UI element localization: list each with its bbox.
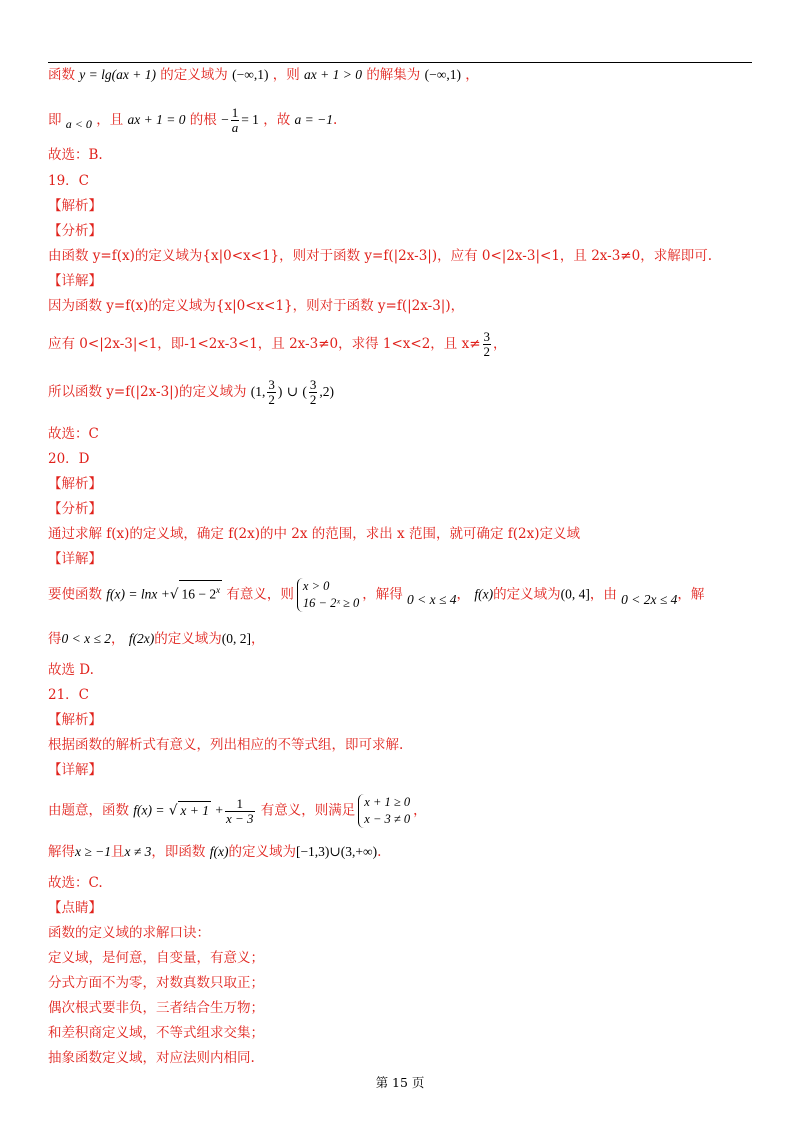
text: 的定义域为 [160, 67, 228, 83]
analysis-20: 通过求解 f(x)的定义域，确定 f(2x)的中 2x 的范围，求出 x 范围，就可确定 f(2x)定义域 [48, 526, 580, 542]
text: 所以函数 y=f(|2x-3|)的定义域为 [48, 384, 247, 400]
text: 即 [48, 112, 62, 128]
text: ，故 [263, 112, 291, 128]
tag-dianjing: 【点睛】 [48, 900, 102, 916]
math-expr: y = lg(ax + 1) [79, 67, 156, 82]
fraction [309, 378, 318, 407]
math-expr: f(x) = lnx + [106, 586, 170, 602]
exponent: x [216, 585, 221, 595]
math-interval: (0, 2] [221, 631, 252, 646]
inequality-system [297, 578, 359, 612]
interval-open: ( [302, 384, 307, 399]
text: ，且 [96, 112, 124, 128]
interval-close: ) [277, 384, 283, 399]
solution-18-line-1 [48, 66, 479, 84]
tag-xiangjie: 【详解】 [48, 551, 102, 567]
radicand: 16 − 2 [181, 586, 217, 602]
text: . [333, 112, 338, 128]
math-expr: f(x) [474, 586, 494, 602]
tag-jiexi: 【解析】 [48, 476, 102, 492]
question-21-heading: 21．C [48, 687, 90, 703]
system-row: x + 1 ≥ 0 [364, 795, 411, 809]
fraction [225, 797, 255, 826]
detail-19-line-1: 因为函数 y=f(x)的定义域为{x|0<x<1}，则对于函数 y=f(|2x-3|)， [48, 298, 465, 314]
math-expr: ax + 1 > 0 [304, 67, 363, 82]
text: 要使函数 [48, 586, 102, 603]
math-expr: x ≥ −1 [75, 844, 112, 859]
answer-20: 故选 D. [48, 662, 94, 678]
math-expr: f(x) [209, 844, 229, 859]
text: 且 [111, 844, 125, 860]
math-expr: f(2x) [128, 631, 155, 646]
detail-21-line-1 [48, 794, 427, 828]
mnemonic-title: 函数的定义域的求解口诀： [48, 925, 210, 941]
top-rule [48, 62, 752, 63]
fraction [231, 106, 240, 135]
text: ，即函数 [151, 844, 206, 860]
denominator: a [231, 120, 239, 135]
fraction [267, 378, 276, 407]
detail-19-line-3 [48, 378, 334, 407]
text: 的定义域为 [154, 631, 222, 647]
text: 由题意，函数 [48, 802, 129, 819]
tag-jiexi: 【解析】 [48, 198, 102, 214]
text: ，则 [272, 67, 300, 83]
detail-20-line-1 [48, 578, 704, 612]
detail-19-line-2 [48, 330, 507, 359]
text: ， [465, 67, 479, 83]
math-plus: + [215, 802, 223, 818]
numerator: 3 [268, 377, 275, 392]
denominator: 2 [268, 392, 275, 407]
page-number-footer: 第 15 页 [375, 1075, 425, 1090]
denominator: x − 3 [225, 810, 254, 826]
math-interval: [−1,3)∪(3,+∞) [295, 844, 378, 859]
math-expr: 0 < 2x ≤ 4 [621, 591, 678, 607]
math-interval: (−∞,1) [424, 67, 461, 82]
answer-19: 故选：C [48, 426, 99, 442]
text: . [377, 844, 382, 860]
math-expr: = 1 [241, 112, 259, 127]
text: ， [493, 336, 507, 352]
numerator: 1 [225, 797, 255, 812]
question-19-heading: 19．C [48, 173, 90, 189]
system-row: x − 3 ≠ 0 [364, 812, 411, 826]
tag-xiangjie: 【详解】 [48, 273, 102, 289]
mnemonic-line: 抽象函数定义域，对应法则内相同. [48, 1050, 255, 1066]
tag-fenxi: 【分析】 [48, 501, 102, 517]
interval-open: (1, [250, 384, 266, 399]
text: 得 [48, 631, 62, 647]
denominator: 2 [483, 344, 491, 359]
math-expr: x ≠ 3 [124, 844, 152, 859]
interval-close: ,2) [319, 384, 334, 399]
analysis-19: 由函数 y=f(x)的定义域为{x|0<x<1}，则对于函数 y=f(|2x-3|)，应有 0<|2x-3|<1，且 2x-3≠0，求解即可. [48, 248, 713, 264]
text: ， [111, 631, 125, 647]
numerator: 1 [231, 105, 239, 120]
radicand: x + 1 [180, 802, 210, 818]
text: 有意义，则满足 [260, 802, 356, 819]
denominator: 2 [309, 392, 317, 407]
math-expr: a = −1 [294, 112, 334, 127]
text: ， [413, 802, 427, 819]
math-expr: ax + 1 = 0 [127, 112, 186, 127]
tag-jiexi: 【解析】 [48, 712, 102, 728]
math-minus: − [221, 112, 229, 127]
text: 的定义域为 [493, 586, 561, 603]
math-expr: a < 0 [65, 117, 92, 131]
math-interval: (−∞,1) [232, 67, 269, 82]
math-expr: 0 < x ≤ 2 [61, 631, 112, 646]
text: ，解 [677, 586, 705, 603]
text: 解得 [48, 844, 75, 860]
math-expr: f(x) = [133, 802, 165, 818]
answer-21: 故选：C. [48, 875, 103, 891]
text: 有意义，则 [226, 586, 294, 603]
math-expr: 0 < x ≤ 4 [407, 591, 457, 607]
sqrt-icon: √ [169, 586, 179, 603]
text: ，解得 [362, 586, 403, 603]
text: 的定义域为 [228, 844, 296, 860]
text: ，由 [589, 586, 617, 603]
numerator: 3 [483, 329, 491, 344]
tag-xiangjie: 【详解】 [48, 762, 102, 778]
detail-21-line-2 [48, 843, 381, 861]
mnemonic-line: 和差积商定义域，不等式组求交集； [48, 1025, 264, 1041]
math-interval: (0, 4] [560, 586, 590, 602]
numerator: 3 [309, 377, 317, 392]
union-symbol: ∪ [286, 384, 299, 399]
text: 应有 0<|2x-3|<1，即-1<2x-3<1，且 2x-3≠0，求得 1<x<2，且 x≠ [48, 336, 481, 352]
detail-20-line-2 [48, 630, 265, 648]
mnemonic-line: 偶次根式要非负，三者结合生万物； [48, 1000, 264, 1016]
text: ， [456, 586, 471, 603]
sqrt-radicand [179, 580, 222, 604]
mnemonic-line: 分式方面不为零，对数真数只取正； [48, 975, 264, 991]
answer-18: 故选：B. [48, 147, 103, 163]
solution-18-line-2 [48, 106, 337, 135]
system-row: 16 − 2ˣ ≥ 0 [302, 596, 360, 610]
mnemonic-line: 定义域，是何意，自变量，有意义； [48, 950, 264, 966]
inequality-system [358, 794, 410, 828]
question-20-heading: 20．D [48, 451, 90, 467]
sqrt-icon: √ [168, 802, 178, 819]
text: 的根 [189, 112, 217, 128]
system-row: x > 0 [302, 579, 330, 593]
text: 函数 [48, 67, 75, 83]
text: 的解集为 [366, 67, 421, 83]
tag-fenxi: 【分析】 [48, 223, 102, 239]
analysis-21: 根据函数的解析式有意义，列出相应的不等式组，即可求解. [48, 737, 404, 753]
text: ， [251, 631, 265, 647]
fraction [483, 330, 492, 359]
